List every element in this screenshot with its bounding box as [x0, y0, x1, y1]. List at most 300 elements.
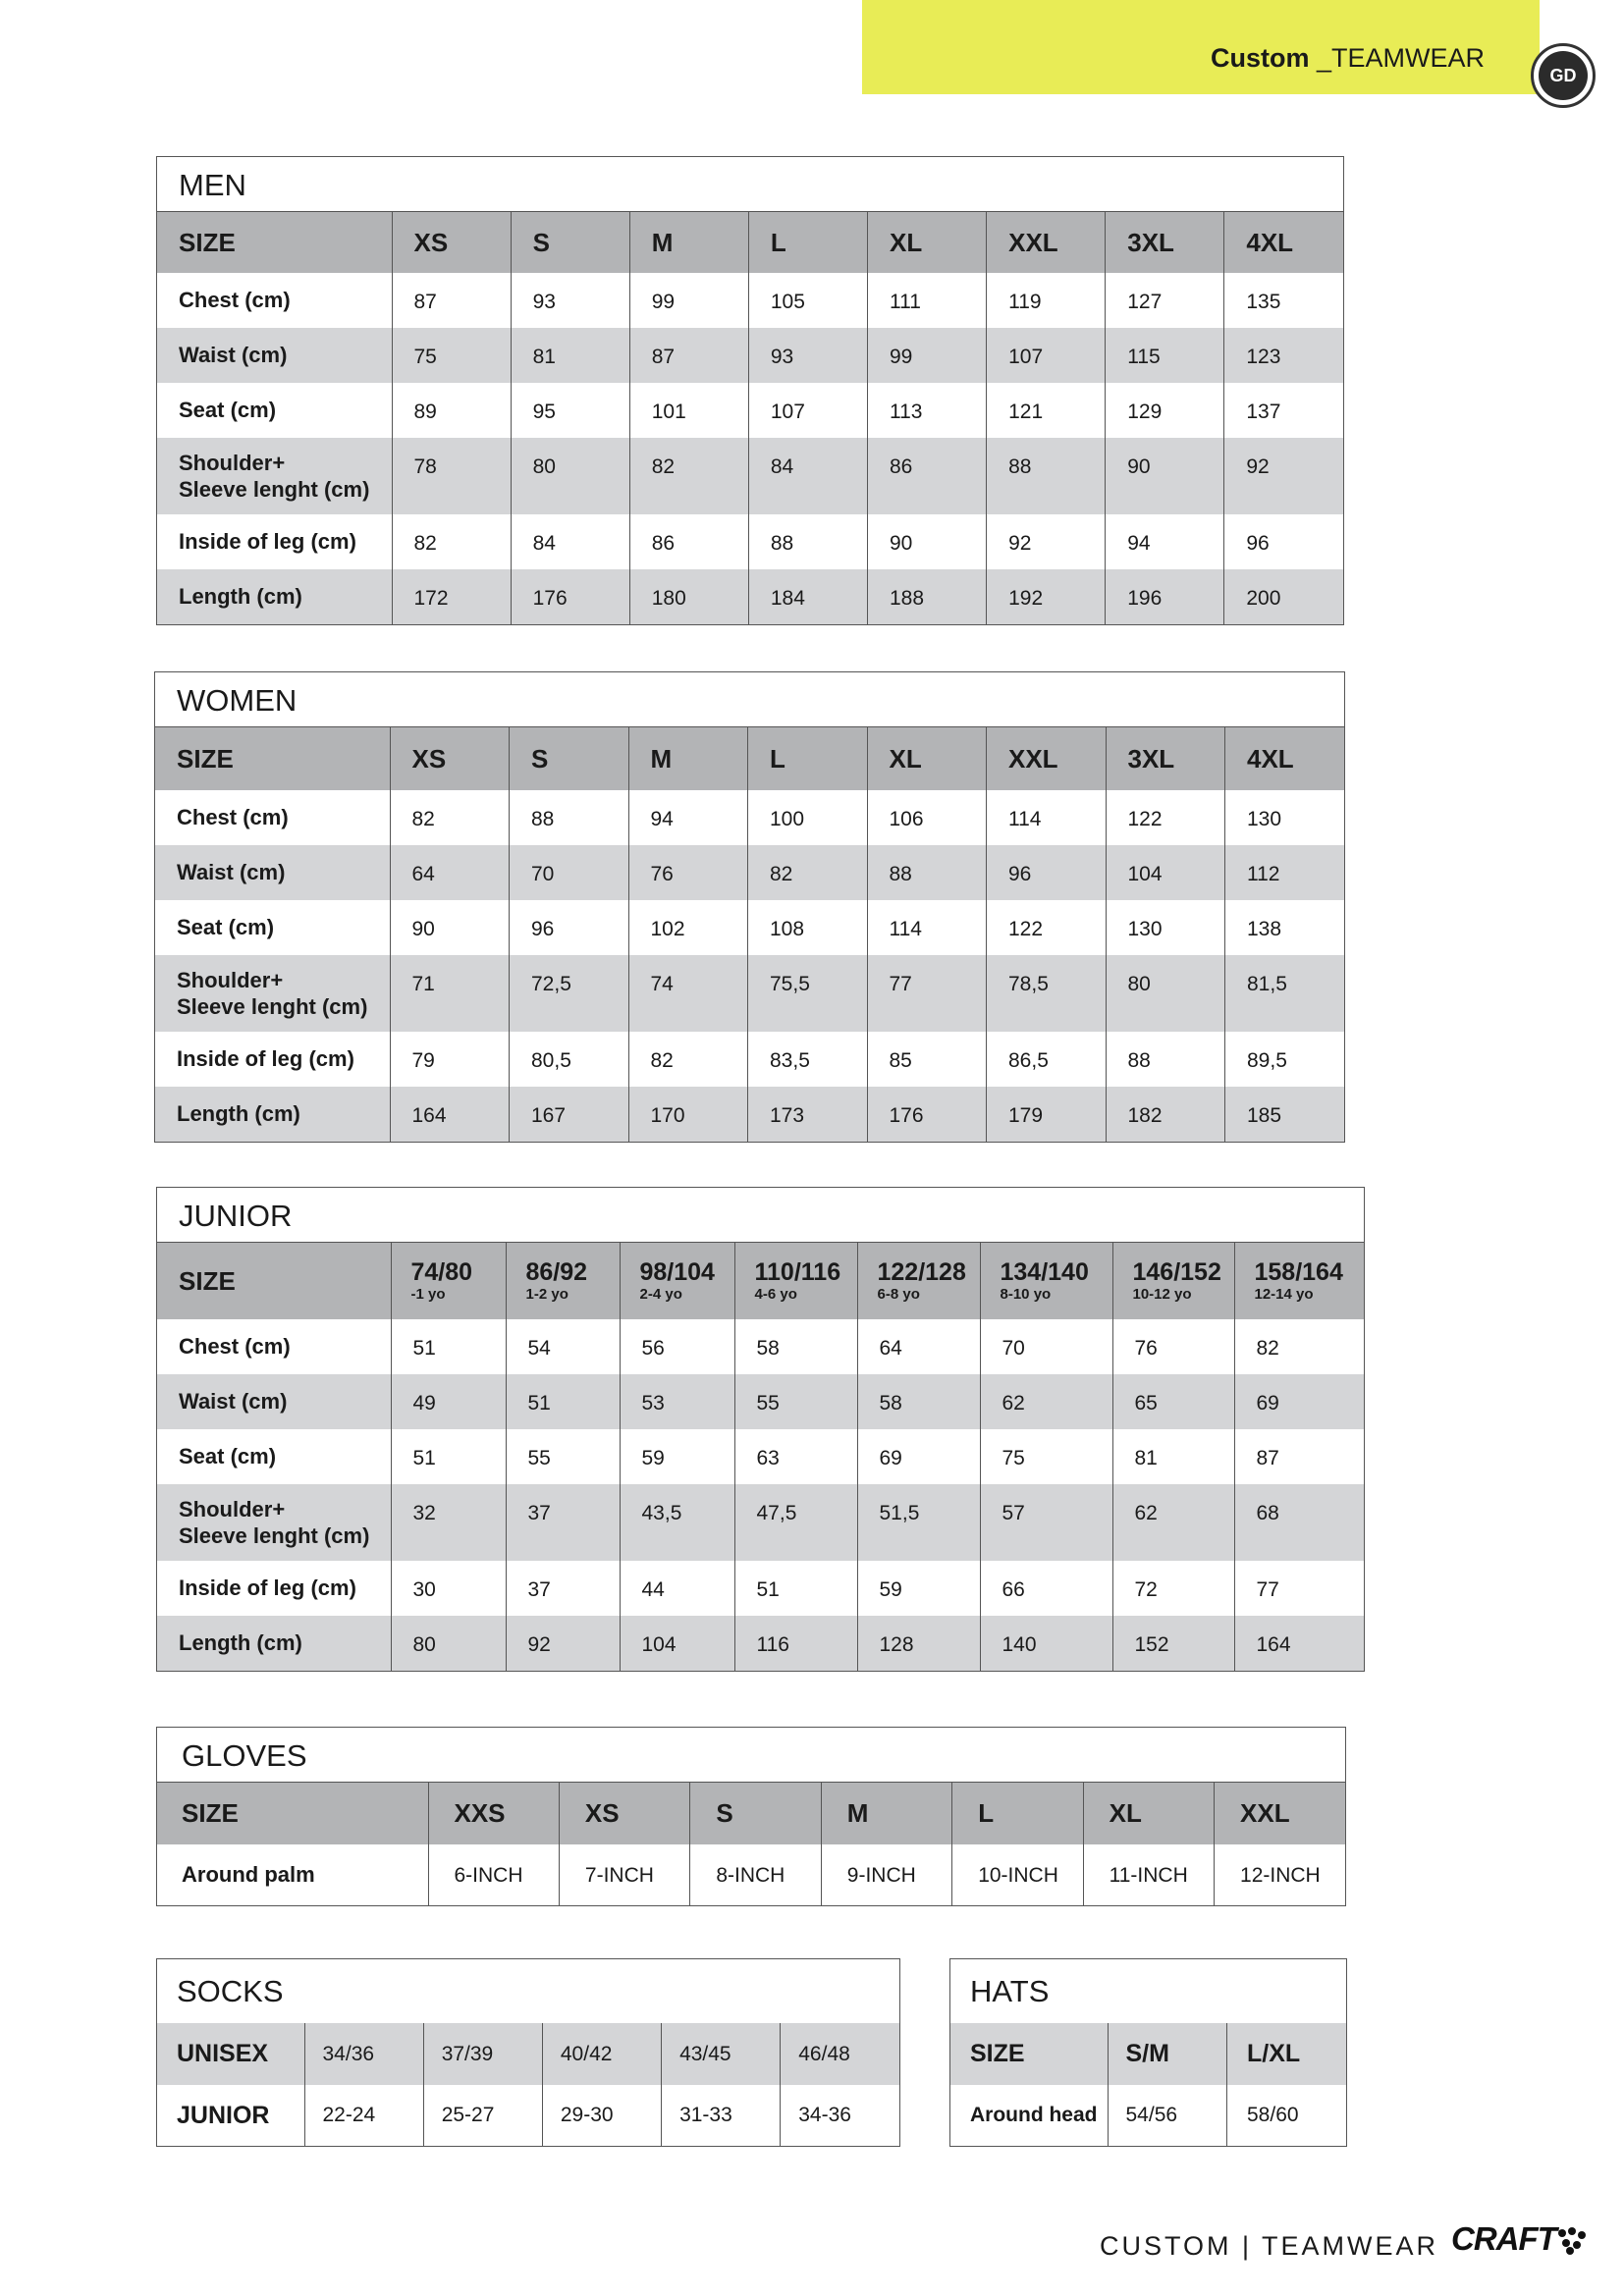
table-row	[157, 383, 1343, 438]
cell: 88	[867, 845, 987, 900]
cell: 65	[1112, 1374, 1234, 1429]
cell: 76	[1112, 1319, 1234, 1374]
men-header-row	[157, 212, 1343, 273]
cell: 138	[1225, 900, 1345, 955]
gloves-col-m: M	[821, 1783, 951, 1844]
cell: 106	[867, 790, 987, 845]
cell: 86	[868, 438, 987, 514]
cell: 95	[511, 383, 629, 438]
table-row	[155, 1087, 1344, 1142]
row-label-line2: Sleeve lenght (cm)	[177, 994, 368, 1019]
cell: 31-33	[662, 2085, 781, 2146]
table-row	[157, 1561, 1364, 1616]
women-col-l: L	[748, 727, 868, 790]
size-label: 122/128	[877, 1258, 966, 1286]
table-row	[157, 1319, 1364, 1374]
table-row	[157, 514, 1343, 569]
cell: 104	[1106, 845, 1225, 900]
hats-table	[950, 2023, 1346, 2146]
age-label: 12-14 yo	[1254, 1286, 1314, 1303]
men-table	[157, 212, 1343, 624]
cell: 10-INCH	[952, 1844, 1083, 1905]
cell: 75	[980, 1429, 1112, 1484]
cell: 115	[1106, 328, 1224, 383]
cell: 82	[629, 438, 748, 514]
gloves-size-table	[156, 1727, 1346, 1906]
cell: 180	[629, 569, 748, 624]
cell: 54/56	[1108, 2085, 1227, 2146]
table-row	[155, 955, 1344, 1032]
craft-logo-text: CRAFT	[1451, 2220, 1556, 2257]
cell: 72,5	[510, 955, 629, 1032]
cell: 55	[734, 1374, 857, 1429]
men-col-size: SIZE	[157, 212, 392, 273]
men-col-l: L	[748, 212, 867, 273]
cell: 77	[867, 955, 987, 1032]
women-title: WOMEN	[155, 672, 1344, 727]
cell: 94	[1106, 514, 1224, 569]
row-label: Around head	[970, 2104, 1098, 2126]
cell: 94	[628, 790, 748, 845]
cell: 77	[1234, 1561, 1364, 1616]
cell: 59	[620, 1429, 734, 1484]
junior-col-size: SIZE	[157, 1243, 391, 1319]
badge-mark: GD	[1539, 51, 1588, 100]
table-row	[157, 569, 1343, 624]
cell: 93	[511, 273, 629, 328]
cell: 75	[392, 328, 511, 383]
cell: 7-INCH	[559, 1844, 689, 1905]
cell: 167	[510, 1087, 629, 1142]
gloves-col-xl: XL	[1083, 1783, 1214, 1844]
junior-title: JUNIOR	[157, 1188, 1364, 1243]
cell: 112	[1225, 845, 1345, 900]
table-row	[157, 1844, 1345, 1905]
cell: 137	[1224, 383, 1343, 438]
women-header-row	[155, 727, 1344, 790]
age-label: 2-4 yo	[639, 1286, 682, 1303]
table-row	[157, 328, 1343, 383]
women-col-xl: XL	[867, 727, 987, 790]
cell: 62	[980, 1374, 1112, 1429]
cell: 22-24	[304, 2085, 423, 2146]
junior-col-122-128	[857, 1243, 980, 1319]
cell: 63	[734, 1429, 857, 1484]
table-row	[157, 1374, 1364, 1429]
junior-size-table	[156, 1187, 1365, 1672]
women-col-3xl: 3XL	[1106, 727, 1225, 790]
cell: 40/42	[542, 2023, 661, 2085]
cell: 79	[390, 1032, 510, 1087]
cell: 6-INCH	[428, 1844, 559, 1905]
cell: 119	[987, 273, 1106, 328]
women-col-m: M	[628, 727, 748, 790]
age-label: 8-10 yo	[1000, 1286, 1052, 1303]
cell: 116	[734, 1616, 857, 1671]
women-col-xs: XS	[390, 727, 510, 790]
age-label: 1-2 yo	[525, 1286, 568, 1303]
socks-title: SOCKS	[177, 1974, 284, 2008]
hats-header-row	[950, 2023, 1346, 2085]
row-label: Waist (cm)	[157, 328, 392, 383]
cell: 121	[987, 383, 1106, 438]
cell: 182	[1106, 1087, 1225, 1142]
age-label: -1 yo	[410, 1286, 446, 1303]
cell: 69	[1234, 1374, 1364, 1429]
craft-logo	[1451, 2220, 1586, 2258]
row-label	[157, 438, 392, 514]
men-col-xl: XL	[868, 212, 987, 273]
cell: 53	[620, 1374, 734, 1429]
cell: 51,5	[857, 1484, 980, 1561]
header-banner	[862, 0, 1540, 94]
cell: 25-27	[423, 2085, 542, 2146]
men-size-table	[156, 156, 1344, 625]
gloves-table	[157, 1783, 1345, 1905]
table-row	[157, 1616, 1364, 1671]
cell: 86,5	[987, 1032, 1107, 1087]
cell: 100	[748, 790, 868, 845]
junior-header-row	[157, 1243, 1364, 1319]
cell: 122	[987, 900, 1107, 955]
cell: 82	[748, 845, 868, 900]
cell: 30	[391, 1561, 506, 1616]
cell: 78	[392, 438, 511, 514]
cell: 54	[506, 1319, 620, 1374]
cell: 46/48	[781, 2023, 899, 2085]
cell: 179	[987, 1087, 1107, 1142]
hats-col-size: SIZE	[950, 2023, 1108, 2085]
cell: 87	[1234, 1429, 1364, 1484]
women-col-s: S	[510, 727, 629, 790]
cell: 12-INCH	[1215, 1844, 1345, 1905]
cell: 75,5	[748, 955, 868, 1032]
cell: 88	[1106, 1032, 1225, 1087]
row-label-line2: Sleeve lenght (cm)	[179, 1523, 370, 1548]
cell: 99	[629, 273, 748, 328]
row-label: Inside of leg (cm)	[179, 1575, 356, 1600]
table-row	[155, 845, 1344, 900]
cell: 49	[391, 1374, 506, 1429]
junior-col-134-140	[980, 1243, 1112, 1319]
cell: 74	[628, 955, 748, 1032]
size-label: 86/92	[525, 1258, 588, 1286]
table-row	[155, 790, 1344, 845]
cell: 107	[748, 383, 867, 438]
men-col-xxl: XXL	[987, 212, 1106, 273]
cell: 105	[748, 273, 867, 328]
cell: 43,5	[620, 1484, 734, 1561]
cell: 51	[734, 1561, 857, 1616]
cell: 47,5	[734, 1484, 857, 1561]
junior-col-110-116	[734, 1243, 857, 1319]
hats-size-table	[949, 1958, 1347, 2147]
row-label: Seat (cm)	[179, 1444, 277, 1468]
junior-col-98-104	[620, 1243, 734, 1319]
cell: 68	[1234, 1484, 1364, 1561]
cell: 176	[867, 1087, 987, 1142]
cell: 185	[1225, 1087, 1345, 1142]
cell: 130	[1225, 790, 1345, 845]
row-label: Seat (cm)	[179, 398, 277, 422]
cell: 114	[987, 790, 1107, 845]
junior-col-74-80	[391, 1243, 506, 1319]
row-label-line1: Shoulder+	[177, 968, 284, 992]
cell: 62	[1112, 1484, 1234, 1561]
row-label	[157, 1484, 391, 1561]
gloves-col-xs: XS	[559, 1783, 689, 1844]
table-row	[157, 2085, 899, 2146]
gloves-col-xxl: XXL	[1215, 1783, 1345, 1844]
cell: 104	[620, 1616, 734, 1671]
cell: 84	[748, 438, 867, 514]
men-col-3xl: 3XL	[1106, 212, 1224, 273]
row-label: Length (cm)	[157, 569, 392, 624]
women-size-table	[154, 671, 1345, 1143]
cell: 127	[1106, 273, 1224, 328]
cell: 173	[748, 1087, 868, 1142]
cell: 59	[857, 1561, 980, 1616]
size-label: 98/104	[639, 1258, 715, 1286]
cell: 82	[390, 790, 510, 845]
cell: 88	[987, 438, 1106, 514]
size-label: 146/152	[1132, 1258, 1221, 1286]
socks-size-table	[156, 1958, 900, 2147]
women-col-size: SIZE	[155, 727, 390, 790]
row-label: Chest (cm)	[179, 288, 291, 312]
cell: 152	[1112, 1616, 1234, 1671]
table-row	[155, 900, 1344, 955]
row-label: Seat (cm)	[177, 915, 275, 939]
table-row	[157, 2023, 899, 2085]
cell: 122	[1106, 790, 1225, 845]
badge-logo-icon	[1531, 43, 1596, 108]
men-col-xs: XS	[392, 212, 511, 273]
cell: 70	[510, 845, 629, 900]
junior-table	[157, 1243, 1364, 1671]
cell: 51	[391, 1319, 506, 1374]
hats-col-sm: S/M	[1108, 2023, 1227, 2085]
cell: 90	[390, 900, 510, 955]
cell: 192	[987, 569, 1106, 624]
row-label: Waist (cm)	[157, 1374, 391, 1429]
cell: 32	[391, 1484, 506, 1561]
cell: 71	[390, 955, 510, 1032]
row-label: Length (cm)	[157, 1616, 391, 1671]
cell: 58	[857, 1374, 980, 1429]
cell: 51	[506, 1374, 620, 1429]
cell: 129	[1106, 383, 1224, 438]
row-label: Chest (cm)	[179, 1334, 291, 1359]
cell: 86	[629, 514, 748, 569]
cell: 82	[1234, 1319, 1364, 1374]
cell: 87	[629, 328, 748, 383]
row-label: Chest (cm)	[177, 805, 289, 829]
cell: 113	[868, 383, 987, 438]
cell: 29-30	[542, 2085, 661, 2146]
cell: 99	[868, 328, 987, 383]
cell: 37	[506, 1484, 620, 1561]
cell: 85	[867, 1032, 987, 1087]
gloves-title: GLOVES	[157, 1728, 1345, 1783]
men-col-m: M	[629, 212, 748, 273]
cell: 43/45	[662, 2023, 781, 2085]
cell: 135	[1224, 273, 1343, 328]
socks-table	[157, 2023, 899, 2146]
footer-text: CUSTOM | TEAMWEAR	[1100, 2231, 1439, 2261]
cell: 64	[390, 845, 510, 900]
cell: 81	[1112, 1429, 1234, 1484]
cell: 51	[391, 1429, 506, 1484]
size-label: 134/140	[1000, 1258, 1089, 1286]
age-label: 4-6 yo	[754, 1286, 797, 1303]
cell: 80,5	[510, 1032, 629, 1087]
row-label: Length (cm)	[155, 1087, 390, 1142]
women-col-4xl: 4XL	[1225, 727, 1345, 790]
row-label-line1: Shoulder+	[179, 1497, 286, 1522]
brand-heading	[1211, 43, 1485, 74]
cell: 111	[868, 273, 987, 328]
cell: 56	[620, 1319, 734, 1374]
craft-dots-icon	[1558, 2227, 1586, 2255]
cell: 84	[511, 514, 629, 569]
cell: 123	[1224, 328, 1343, 383]
row-label-line2: Sleeve lenght (cm)	[179, 477, 370, 502]
cell: 96	[510, 900, 629, 955]
cell: 78,5	[987, 955, 1107, 1032]
table-row	[157, 1484, 1364, 1561]
size-label: 158/164	[1254, 1258, 1343, 1286]
gloves-col-s: S	[690, 1783, 821, 1844]
cell: 164	[390, 1087, 510, 1142]
cell: 114	[867, 900, 987, 955]
cell: 34-36	[781, 2085, 899, 2146]
cell: 55	[506, 1429, 620, 1484]
cell: 93	[748, 328, 867, 383]
row-label-line1: Shoulder+	[179, 451, 286, 475]
men-col-4xl: 4XL	[1224, 212, 1343, 273]
women-col-xxl: XXL	[987, 727, 1107, 790]
gloves-header-row	[157, 1783, 1345, 1844]
cell: 37/39	[423, 2023, 542, 2085]
cell: 81,5	[1225, 955, 1345, 1032]
size-label: 110/116	[754, 1258, 841, 1286]
cell: 44	[620, 1561, 734, 1616]
gloves-col-xxs: XXS	[428, 1783, 559, 1844]
gloves-col-l: L	[952, 1783, 1083, 1844]
cell: 80	[391, 1616, 506, 1671]
cell: 102	[628, 900, 748, 955]
cell: 58/60	[1227, 2085, 1347, 2146]
cell: 96	[987, 845, 1107, 900]
cell: 80	[1106, 955, 1225, 1032]
table-row	[155, 1032, 1344, 1087]
gloves-col-size: SIZE	[157, 1783, 428, 1844]
cell: 64	[857, 1319, 980, 1374]
cell: 80	[511, 438, 629, 514]
cell: 90	[1106, 438, 1224, 514]
cell: 9-INCH	[821, 1844, 951, 1905]
cell: 184	[748, 569, 867, 624]
row-label: Inside of leg (cm)	[179, 529, 356, 554]
cell: 81	[511, 328, 629, 383]
cell: 58	[734, 1319, 857, 1374]
men-col-s: S	[511, 212, 629, 273]
cell: 188	[868, 569, 987, 624]
cell: 108	[748, 900, 868, 955]
size-label: 74/80	[410, 1258, 473, 1286]
cell: 101	[629, 383, 748, 438]
cell: 90	[868, 514, 987, 569]
junior-col-86-92	[506, 1243, 620, 1319]
cell: 107	[987, 328, 1106, 383]
cell: 70	[980, 1319, 1112, 1374]
cell: 96	[1224, 514, 1343, 569]
women-table	[155, 727, 1344, 1142]
cell: 176	[511, 569, 629, 624]
cell: 89,5	[1225, 1032, 1345, 1087]
cell: 76	[628, 845, 748, 900]
cell: 82	[628, 1032, 748, 1087]
age-label: 10-12 yo	[1132, 1286, 1192, 1303]
row-label: Waist (cm)	[155, 845, 390, 900]
cell: 83,5	[748, 1032, 868, 1087]
cell: 34/36	[304, 2023, 423, 2085]
table-row	[950, 2085, 1346, 2146]
cell: 8-INCH	[690, 1844, 821, 1905]
cell: 88	[510, 790, 629, 845]
cell: 196	[1106, 569, 1224, 624]
cell: 92	[1224, 438, 1343, 514]
cell: 200	[1224, 569, 1343, 624]
age-label: 6-8 yo	[877, 1286, 920, 1303]
brand-rest: _TEAMWEAR	[1309, 43, 1485, 73]
cell: 172	[392, 569, 511, 624]
cell: 140	[980, 1616, 1112, 1671]
cell: 170	[628, 1087, 748, 1142]
hats-title: HATS	[970, 1974, 1050, 2008]
brand-bold: Custom	[1210, 43, 1310, 73]
row-label: Inside of leg (cm)	[177, 1046, 354, 1071]
cell: 57	[980, 1484, 1112, 1561]
cell: 88	[748, 514, 867, 569]
table-row	[157, 438, 1343, 514]
cell: 89	[392, 383, 511, 438]
cell: 92	[506, 1616, 620, 1671]
cell: 128	[857, 1616, 980, 1671]
junior-col-146-152	[1112, 1243, 1234, 1319]
junior-col-158-164	[1234, 1243, 1364, 1319]
hats-col-lxl: L/XL	[1227, 2023, 1347, 2085]
row-label: Around palm	[182, 1862, 315, 1887]
cell: 11-INCH	[1083, 1844, 1214, 1905]
cell: 82	[392, 514, 511, 569]
cell: 130	[1106, 900, 1225, 955]
row-label: JUNIOR	[177, 2101, 270, 2129]
table-row	[157, 273, 1343, 328]
cell: 69	[857, 1429, 980, 1484]
cell: 66	[980, 1561, 1112, 1616]
row-label: UNISEX	[157, 2023, 304, 2085]
cell: 164	[1234, 1616, 1364, 1671]
table-row	[157, 1429, 1364, 1484]
cell: 92	[987, 514, 1106, 569]
cell: 87	[392, 273, 511, 328]
cell: 37	[506, 1561, 620, 1616]
row-label	[155, 955, 390, 1032]
cell: 72	[1112, 1561, 1234, 1616]
men-title: MEN	[157, 157, 1343, 212]
